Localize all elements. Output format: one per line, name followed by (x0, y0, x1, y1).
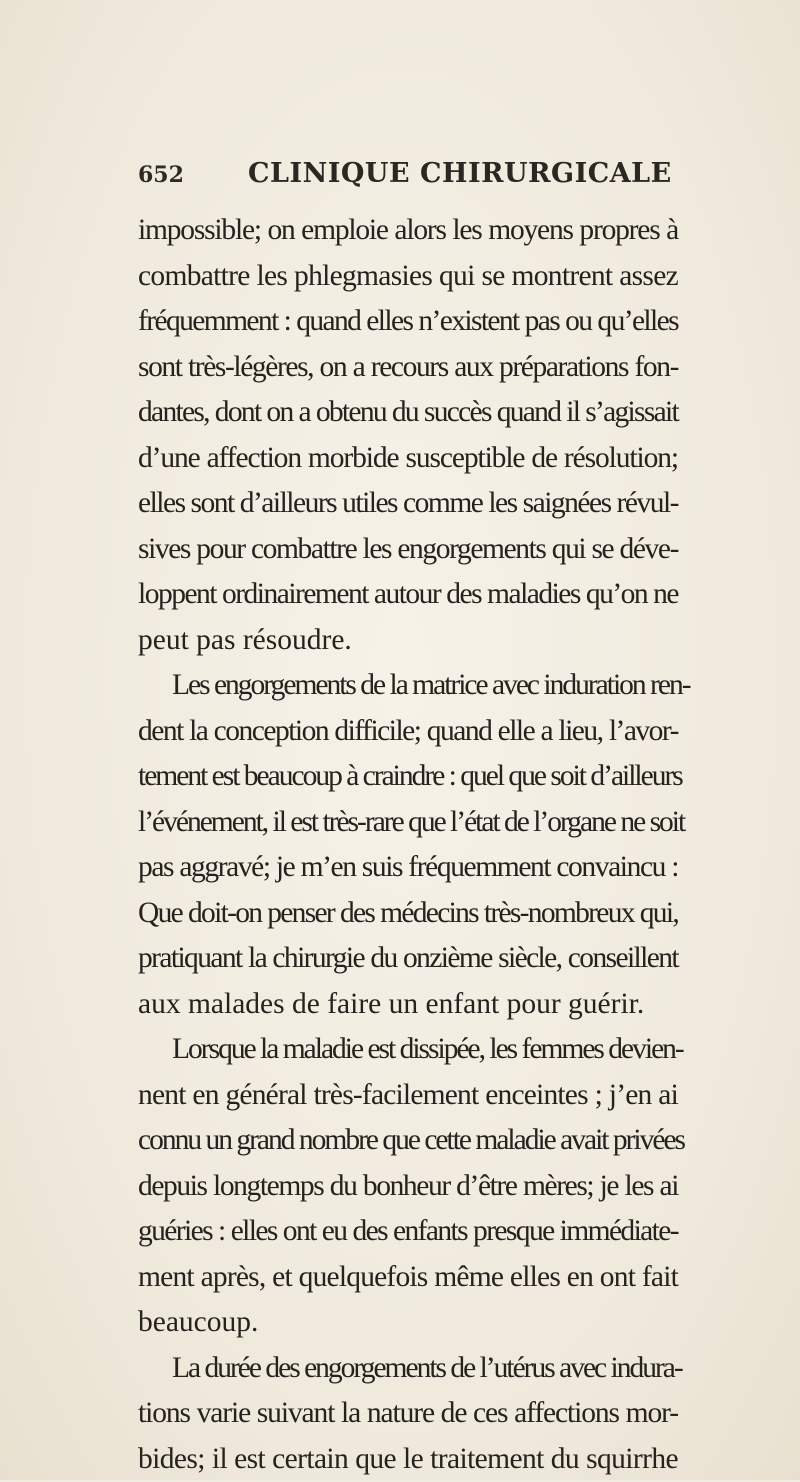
text-line: dantes, dont on a obtenu du succès quand il s’agissait (138, 390, 678, 436)
text-line: sives pour combattre les engorgements qui se déve- (138, 527, 678, 573)
text-line: tions varie suivant la nature de ces affections mor- (138, 1391, 678, 1437)
text-line: l’événement, il est très-rare que l’état de l’organe ne soit (138, 800, 678, 846)
text-line: depuis longtemps du bonheur d’être mères; je les ai (138, 1164, 678, 1210)
text-line: beaucoup. (138, 1300, 678, 1346)
text-line: Lorsque la maladie est dissipée, les femmes devien- (138, 1027, 678, 1073)
text-line: La durée des engorgements de l’utérus avec indura- (138, 1346, 678, 1392)
text-line: peut pas résoudre. (138, 618, 678, 664)
text-line: dent la conception difficile; quand elle a lieu, l’avor- (138, 709, 678, 755)
text-line: impossible; on emploie alors les moyens propres à (138, 208, 678, 254)
text-line: Les engorgements de la matrice avec induration ren- (138, 663, 678, 709)
text-line: elles sont d’ailleurs utiles comme les saignées révul- (138, 481, 678, 527)
text-line: bides; il est certain que le traitement du squirrhe (138, 1437, 678, 1482)
text-line: sont très-légères, on a recours aux préparations fon- (138, 345, 678, 391)
text-line: pas aggravé; je m’en suis fréquemment convaincu : (138, 845, 678, 891)
text-line: guéries : elles ont eu des enfants presque immédiate- (138, 1209, 678, 1255)
text-line: Que doit-on penser des médecins très-nombreux qui, (138, 891, 678, 937)
text-line: loppent ordinairement autour des maladies qu’on ne (138, 572, 678, 618)
text-line: ment après, et quelquefois même elles en ont fait (138, 1255, 678, 1301)
text-line: d’une affection morbide susceptible de résolution; (138, 436, 678, 482)
text-line: aux malades de faire un enfant pour guérir. (138, 982, 678, 1028)
text-line: pratiquant la chirurgie du onzième siècle, conseillent (138, 936, 678, 982)
text-line: nent en général très-facilement enceintes ; j’en ai (138, 1073, 678, 1119)
text-line: connu un grand nombre que cette maladie avait privées (138, 1118, 678, 1164)
text-line: fréquemment : quand elles n’existent pas ou qu’elles (138, 299, 678, 345)
text-line: combattre les phlegmasies qui se montrent assez (138, 254, 678, 300)
page-header (138, 158, 678, 198)
running-title: CLINIQUE CHIRURGICALE (248, 158, 672, 189)
text-line: tement est beaucoup à craindre : quel que soit d’ailleurs (138, 754, 678, 800)
body-text (138, 208, 678, 1482)
page-number: 652 (138, 162, 184, 188)
